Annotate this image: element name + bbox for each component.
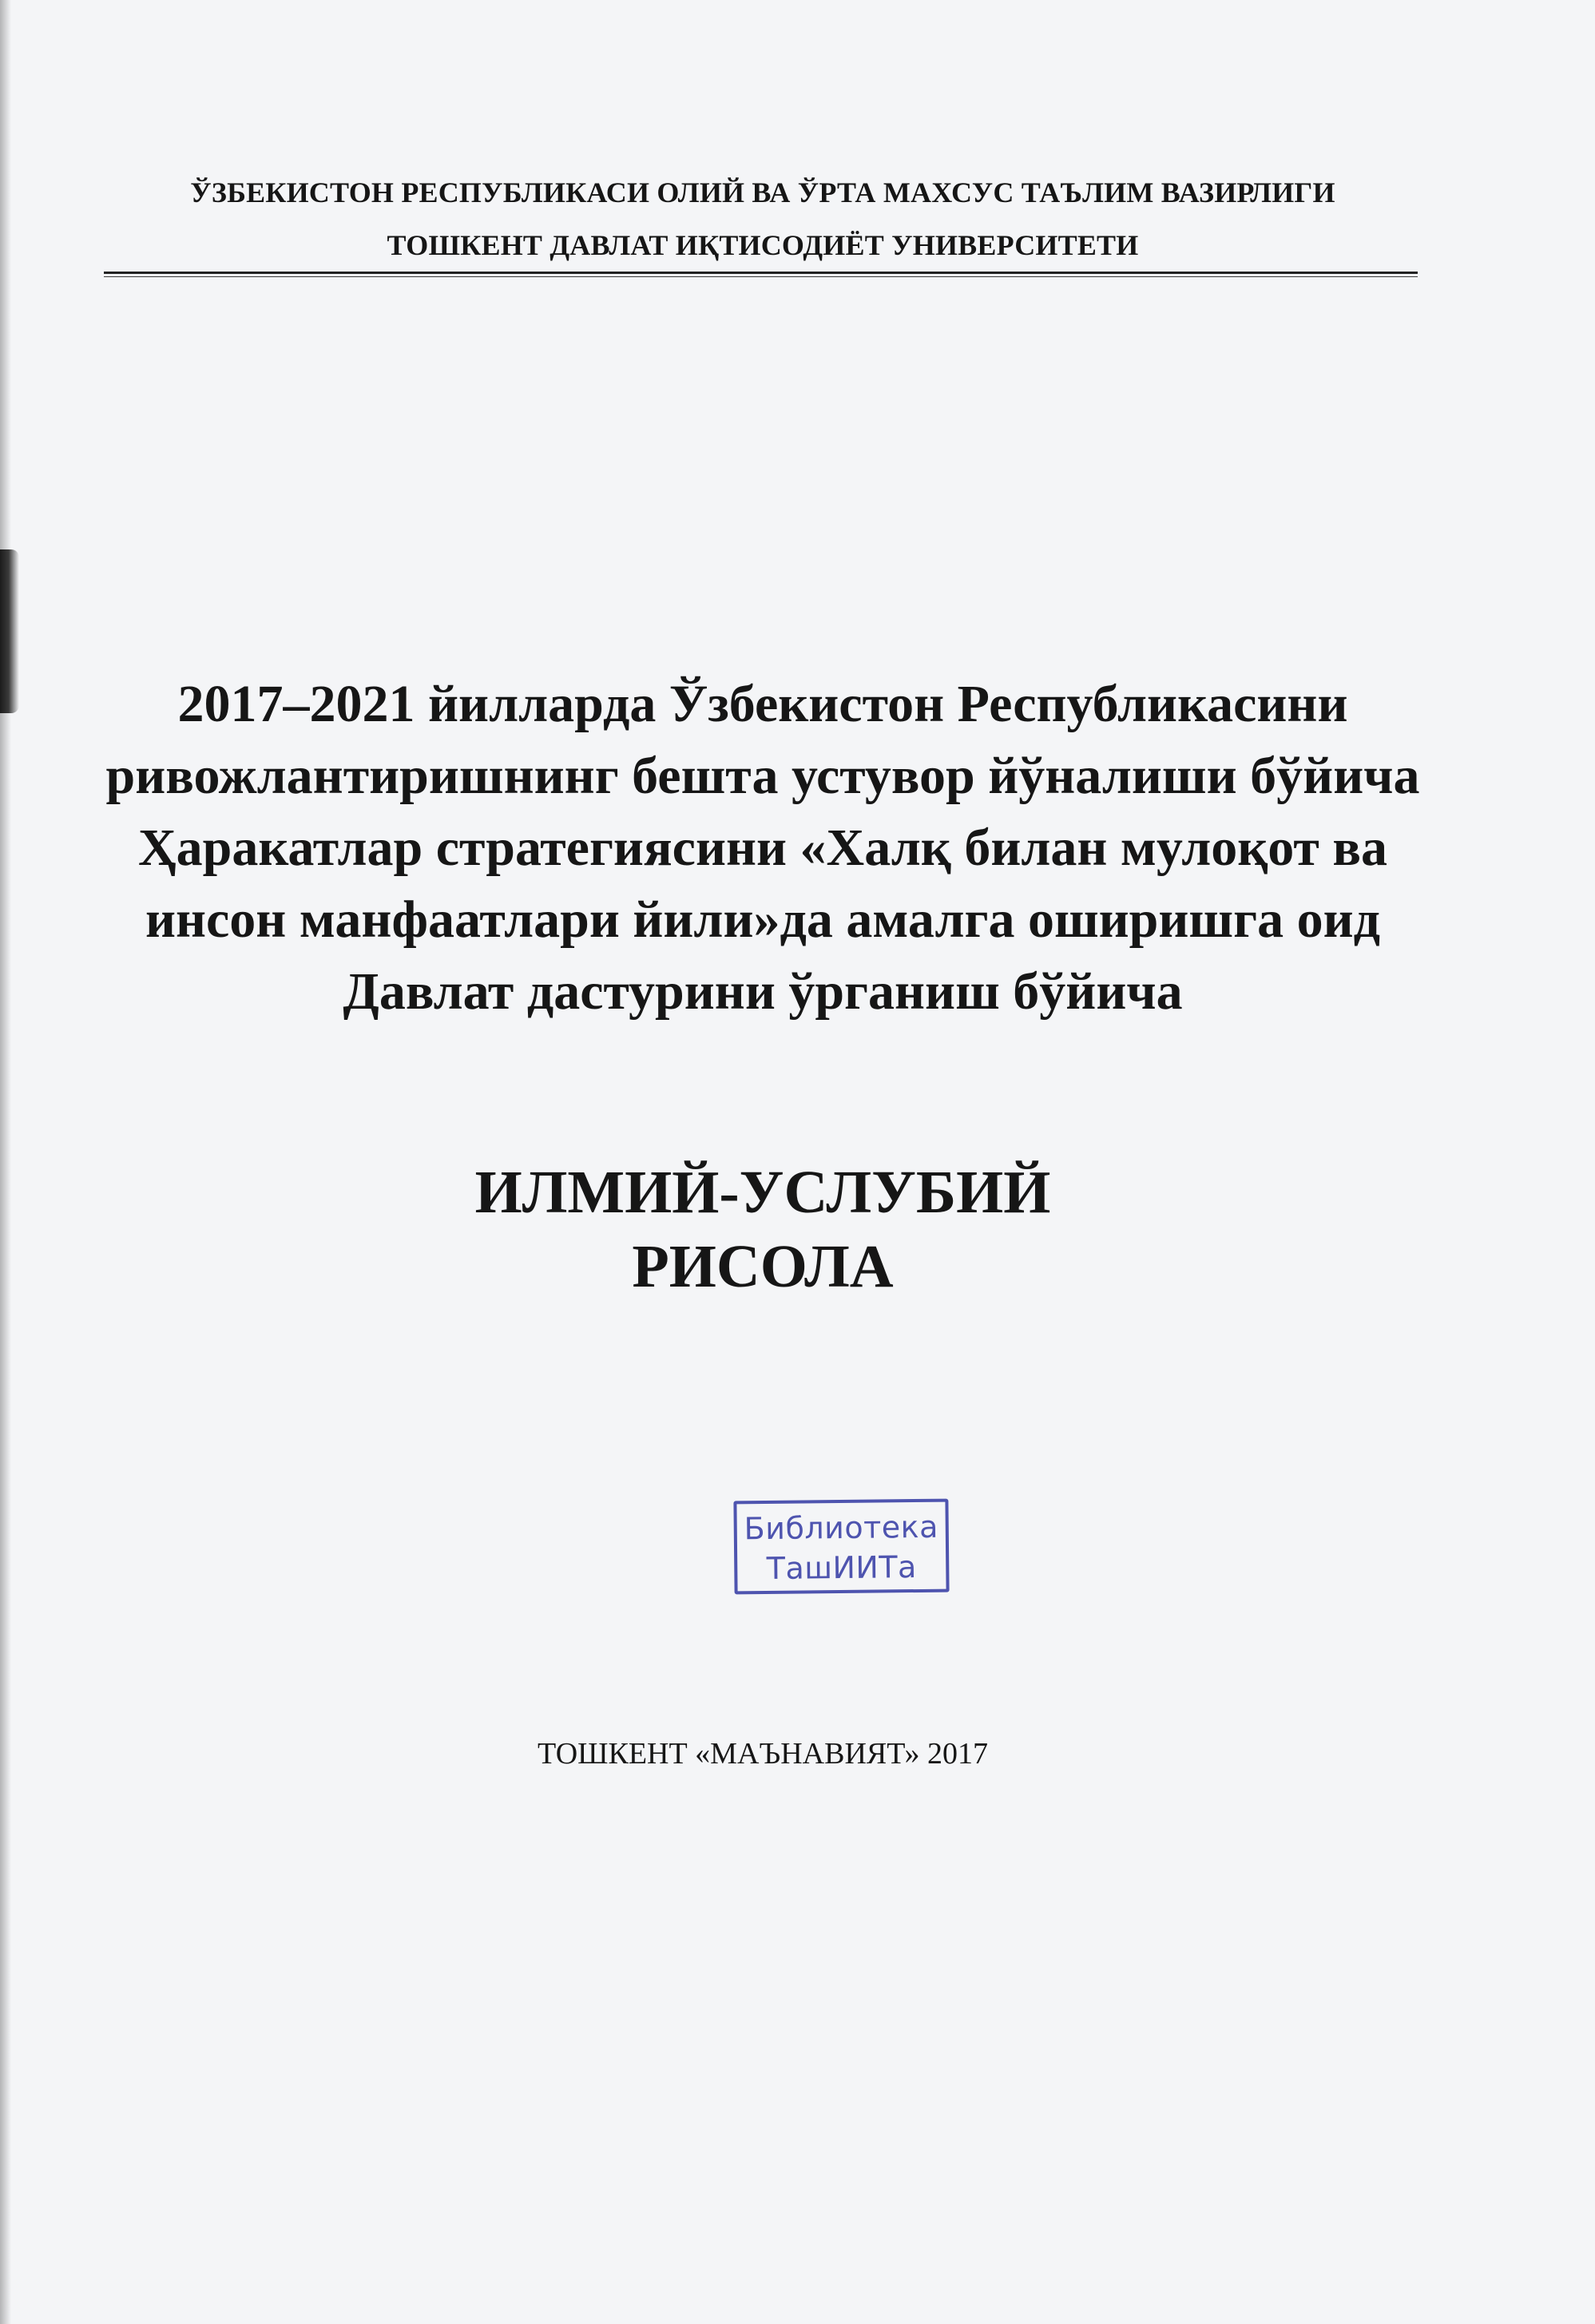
title-line: Ҳаракатлар стратегиясини «Халқ билан мулоқот ва [138, 819, 1387, 877]
binding-shadow [0, 549, 19, 713]
title-line: инсон манфаатлари йили»да амалга оширишга оид [145, 890, 1381, 949]
library-stamp [733, 1499, 949, 1595]
subtitle-line: РИСОЛА [632, 1233, 894, 1300]
stamp-line: ТашИИТа [766, 1549, 918, 1586]
header-rule [104, 272, 1418, 277]
university-heading: ТОШКЕНТ ДАВЛАТ ИҚТИСОДИЁТ УНИВЕРСИТЕТИ [387, 229, 1139, 261]
title-line: ривожлантиришнинг бешта устувор йўналиши бўйича [105, 747, 1420, 805]
stamp-line: Библиотека [744, 1509, 939, 1547]
subtitle-line: ИЛМИЙ-УСЛУБИЙ [474, 1159, 1051, 1226]
publisher-imprint: ТОШКЕНТ «МАЪНАВИЯТ» 2017 [537, 1737, 988, 1771]
publication-type [104, 1156, 1422, 1304]
title-line: 2017–2021 йилларда Ўзбекистон Республикасини [177, 675, 1348, 733]
ministry-heading: ЎЗБЕКИСТОН РЕСПУБЛИКАСИ ОЛИЙ ВА ЎРТА МАХСУС ТАЪЛИМ ВАЗИРЛИГИ [190, 176, 1335, 208]
title-line: Давлат дастурини ўрганиш бўйича [343, 962, 1183, 1021]
scan-edge-shadow [0, 0, 11, 2324]
book-title [104, 668, 1422, 1028]
